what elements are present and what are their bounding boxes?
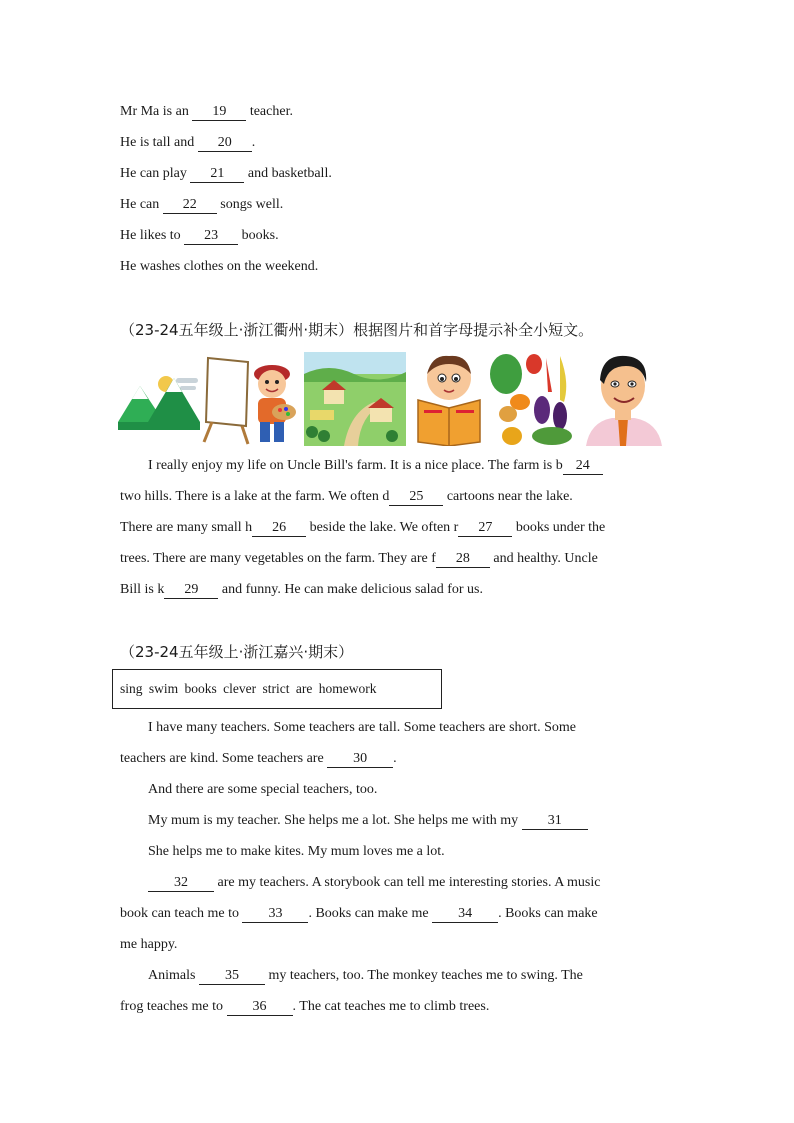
answer-blank-27[interactable]: 27 xyxy=(458,520,512,537)
answer-blank-26[interactable]: 26 xyxy=(252,520,306,537)
sentence-weekend xyxy=(120,257,318,277)
story-text: . Books can make xyxy=(498,906,598,921)
answer-blank-32[interactable]: 32 xyxy=(148,875,214,892)
picture-strip xyxy=(118,352,664,446)
story-text: my teachers, too. The monkey teaches me to swing. The xyxy=(268,968,583,983)
story-line-3 xyxy=(148,780,377,800)
passage-line-1 xyxy=(148,456,603,476)
passage-text: beside the lake. We often r xyxy=(309,520,459,535)
answer-blank-22[interactable]: 22 xyxy=(163,197,217,214)
story-text: are my teachers. A storybook can tell me interesting stories. A music xyxy=(217,875,601,890)
story-line-8 xyxy=(120,935,177,955)
passage-text: Bill is k xyxy=(120,582,165,597)
painting-boy-picture xyxy=(202,352,302,446)
sentence-text: books. xyxy=(241,228,279,243)
story-text: frog teaches me to xyxy=(120,999,224,1014)
passage-text: I really enjoy my life on Uncle Bill's farm. It is a nice place. The farm is b xyxy=(148,458,563,473)
story-line-1 xyxy=(148,718,576,738)
passage-line-3 xyxy=(120,518,605,538)
answer-blank-20[interactable]: 20 xyxy=(198,135,252,152)
story-text: . Books can make me xyxy=(308,906,429,921)
answer-blank-34[interactable]: 34 xyxy=(432,906,498,923)
reading-boy-picture xyxy=(414,352,484,446)
sentence-text: songs well. xyxy=(220,197,284,212)
sentence-text: He likes to xyxy=(120,228,181,243)
story-text: She helps me to make kites. My mum loves me a lot. xyxy=(148,844,445,859)
answer-blank-35[interactable]: 35 xyxy=(199,968,265,985)
section-heading-quzhou: （23-24五年级上·浙江衢州·期末）根据图片和首字母提示补全小短文。 xyxy=(120,321,594,339)
story-text: My mum is my teacher. She helps me a lot. She helps me with my xyxy=(148,813,519,828)
passage-text: two hills. There is a lake at the farm. We often d xyxy=(120,489,390,504)
answer-blank-29[interactable]: 29 xyxy=(164,582,218,599)
passage-line-5 xyxy=(120,580,483,600)
sentence-21 xyxy=(120,164,332,184)
answer-blank-19[interactable]: 19 xyxy=(192,104,246,121)
answer-blank-30[interactable]: 30 xyxy=(327,751,393,768)
answer-blank-25[interactable]: 25 xyxy=(389,489,443,506)
sentence-text: and basketball. xyxy=(247,166,332,181)
story-text: . The cat teaches me to climb trees. xyxy=(292,999,490,1014)
passage-text: There are many small h xyxy=(120,520,253,535)
answer-blank-23[interactable]: 23 xyxy=(184,228,238,245)
section-heading-jiaxing: （23-24五年级上·浙江嘉兴·期末） xyxy=(120,643,354,661)
word-bank: sing swim books clever strict are homework xyxy=(120,681,377,696)
farm-village-picture xyxy=(304,352,406,446)
story-line-6 xyxy=(148,873,600,893)
sentence-text: He can xyxy=(120,197,160,212)
story-text: Animals xyxy=(148,968,196,983)
answer-blank-31[interactable]: 31 xyxy=(522,813,588,830)
story-line-10 xyxy=(120,997,489,1017)
word-bank-box xyxy=(112,669,442,709)
story-text: book can teach me to xyxy=(120,906,239,921)
story-text: I have many teachers. Some teachers are tall. Some teachers are short. Some xyxy=(148,720,576,735)
mountains-picture xyxy=(118,352,200,446)
uncle-bill-picture xyxy=(582,352,664,446)
passage-line-2 xyxy=(120,487,573,507)
passage-text: and healthy. Uncle xyxy=(493,551,598,566)
answer-blank-33[interactable]: 33 xyxy=(242,906,308,923)
passage-text: trees. There are many vegetables on the farm. They are f xyxy=(120,551,436,566)
sentence-text: Mr Ma is an xyxy=(120,104,189,119)
passage-text: cartoons near the lake. xyxy=(446,489,573,504)
story-line-4 xyxy=(148,811,588,831)
sentence-22 xyxy=(120,195,283,215)
passage-text: books under the xyxy=(515,520,606,535)
sentence-text: He is tall and xyxy=(120,135,195,150)
story-line-7 xyxy=(120,904,598,924)
story-text: me happy. xyxy=(120,937,178,952)
sentence-20 xyxy=(120,133,255,153)
sentence-19 xyxy=(120,102,293,122)
answer-blank-36[interactable]: 36 xyxy=(227,999,293,1016)
story-line-5 xyxy=(148,842,445,862)
passage-text: and funny. He can make delicious salad for us. xyxy=(221,582,483,597)
story-line-9 xyxy=(148,966,583,986)
sentence-text: teacher. xyxy=(249,104,293,119)
answer-blank-24[interactable]: 24 xyxy=(563,458,603,475)
answer-blank-21[interactable]: 21 xyxy=(190,166,244,183)
sentence-text: He washes clothes on the weekend. xyxy=(120,259,319,274)
vegetables-picture xyxy=(490,352,580,446)
story-text: And there are some special teachers, too. xyxy=(148,782,378,797)
story-text: . xyxy=(393,751,397,766)
passage-line-4 xyxy=(120,549,598,569)
sentence-23 xyxy=(120,226,279,246)
sentence-text: . xyxy=(251,135,256,150)
story-text: teachers are kind. Some teachers are xyxy=(120,751,324,766)
answer-blank-28[interactable]: 28 xyxy=(436,551,490,568)
story-line-2 xyxy=(120,749,397,769)
sentence-text: He can play xyxy=(120,166,187,181)
